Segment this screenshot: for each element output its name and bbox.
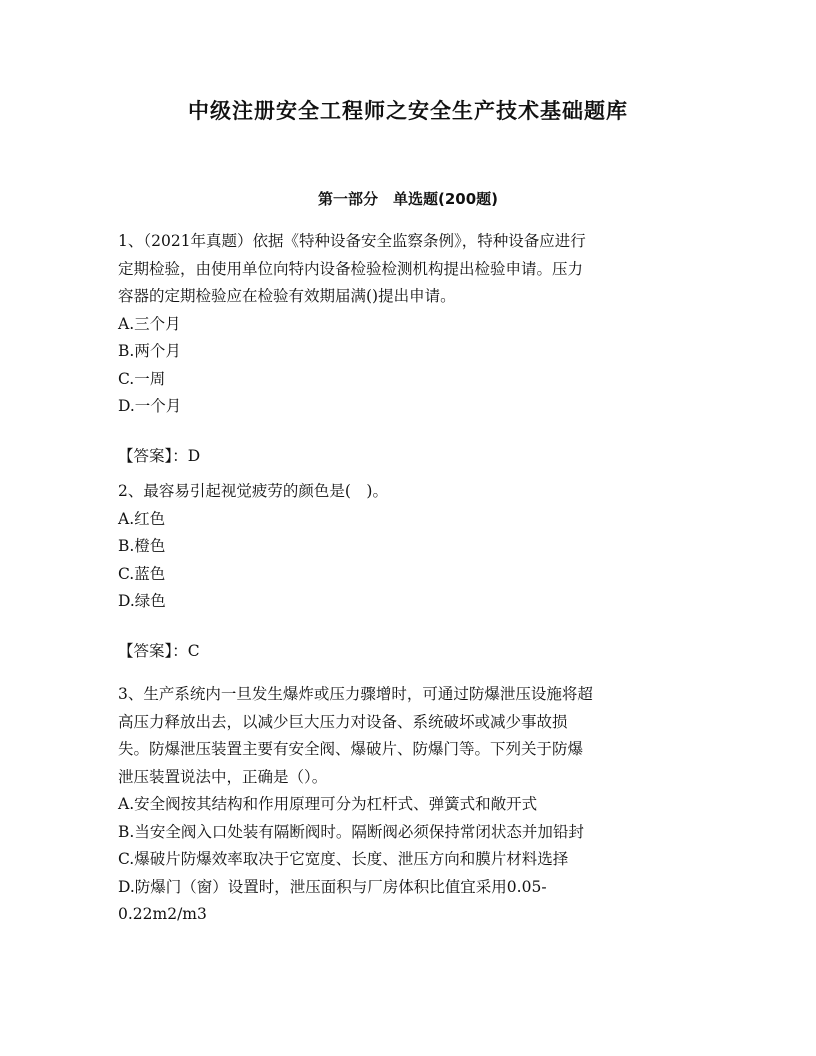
question-text-line: 泄压装置说法中，正确是（）。 <box>118 767 328 786</box>
document-title: 中级注册安全工程师之安全生产技术基础题库 <box>188 99 628 123</box>
answer-label: 【答案】：D <box>118 446 201 465</box>
question-3 <box>118 681 708 929</box>
question-text-line: 2、最容易引起视觉疲劳的颜色是( )。 <box>118 482 388 500</box>
answer-label: 【答案】：C <box>118 641 200 660</box>
option-b: B.橙色 <box>118 537 166 555</box>
question-text-line: 高压力释放出去，以减少巨大压力对设备、系统破坏或减少事故损 <box>118 712 568 731</box>
question-1 <box>118 228 708 470</box>
option-c: C.一周 <box>118 369 166 388</box>
question-text-line: 失。防爆泄压装置主要有安全阀、爆破片、防爆门等。下列关于防爆 <box>118 740 584 758</box>
option-d: D.防爆门（窗）设置时，泄压面积与厂房体积比值宜采用0.05- <box>118 877 547 896</box>
option-a: A.三个月 <box>118 314 181 333</box>
question-text-line: 定期检验，由使用单位向特内设备检验检测机构提出检验申请。压力 <box>118 259 584 278</box>
question-text-line: 1、（2021年真题）依据《特种设备安全监察条例》，特种设备应进行 <box>118 232 586 250</box>
option-d-continued: 0.22m2/m3 <box>118 905 207 923</box>
option-d: D.绿色 <box>118 592 166 610</box>
question-text-line: 容器的定期检验应在检验有效期届满()提出申请。 <box>118 287 456 305</box>
question-text-line: 3、生产系统内一旦发生爆炸或压力骤增时，可通过防爆泄压设施将超 <box>118 685 593 703</box>
option-d: D.一个月 <box>118 397 182 415</box>
option-a: A.红色 <box>118 509 166 528</box>
section-title: 第一部分 单选题(200题) <box>317 190 499 208</box>
option-b: B.两个月 <box>118 342 181 360</box>
question-list <box>118 228 708 929</box>
option-c: C.蓝色 <box>118 564 166 583</box>
option-a: A.安全阀按其结构和作用原理可分为杠杆式、弹簧式和敞开式 <box>118 795 538 813</box>
option-c: C.爆破片防爆效率取决于它宽度、长度、泄压方向和膜片材料选择 <box>118 850 569 868</box>
question-2 <box>118 478 708 665</box>
option-b: B.当安全阀入口处装有隔断阀时。隔断阀必须保持常闭状态并加铅封 <box>118 822 584 841</box>
